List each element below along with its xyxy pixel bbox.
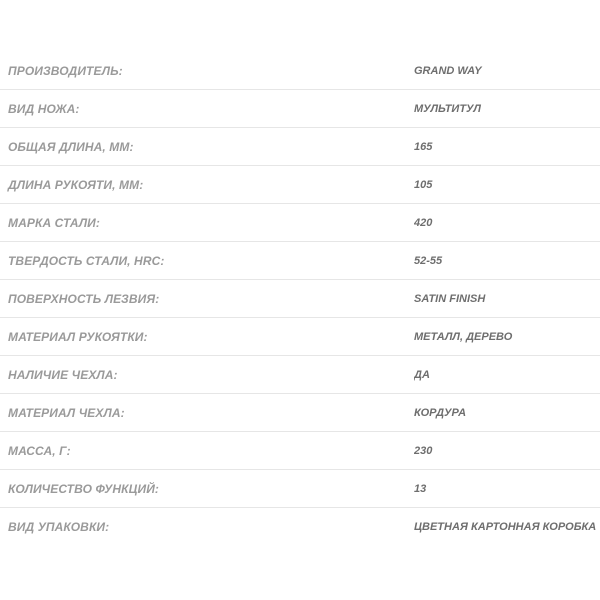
spec-value: 165: [414, 140, 433, 153]
spec-label: ВИД НОЖА:: [8, 101, 80, 116]
spec-row-blade-finish: [0, 280, 600, 318]
spec-row-total-length: [0, 128, 600, 166]
spec-row-handle-material: [0, 318, 600, 356]
spec-row-weight: [0, 432, 600, 470]
spec-row-handle-length: [0, 166, 600, 204]
spec-row-packaging: [0, 508, 600, 546]
spec-value: 52-55: [414, 254, 443, 267]
spec-value: КОРДУРА: [414, 406, 467, 419]
spec-row-sheath-included: [0, 356, 600, 394]
spec-value: 13: [414, 482, 427, 495]
spec-label: МАТЕРИАЛ РУКОЯТКИ:: [8, 329, 148, 344]
spec-value: 230: [414, 444, 433, 457]
spec-value: 105: [414, 178, 433, 191]
spec-label: ДЛИНА РУКОЯТИ, ММ:: [8, 177, 144, 192]
spec-label: ТВЕРДОСТЬ СТАЛИ, HRC:: [8, 253, 165, 268]
spec-value: SATIN FINISH: [414, 292, 486, 305]
spec-value: ДА: [414, 368, 430, 381]
spec-value: МУЛЬТИТУЛ: [414, 102, 481, 115]
spec-value: 420: [414, 216, 433, 229]
spec-value: GRAND WAY: [414, 64, 482, 77]
spec-row-sheath-material: [0, 394, 600, 432]
spec-label: МАССА, Г:: [8, 443, 71, 458]
spec-row-knife-type: [0, 90, 600, 128]
spec-value: ЦВЕТНАЯ КАРТОННАЯ КОРОБКА: [414, 521, 597, 533]
spec-row-steel-grade: [0, 204, 600, 242]
spec-label: ВИД УПАКОВКИ:: [8, 520, 110, 534]
spec-label: ПРОИЗВОДИТЕЛЬ:: [8, 63, 123, 78]
spec-label: ПОВЕРХНОСТЬ ЛЕЗВИЯ:: [8, 291, 160, 306]
spec-label: КОЛИЧЕСТВО ФУНКЦИЙ:: [8, 481, 160, 496]
spec-value: МЕТАЛЛ, ДЕРЕВО: [414, 330, 513, 343]
spec-label: МАТЕРИАЛ ЧЕХЛА:: [8, 405, 125, 420]
spec-label: НАЛИЧИЕ ЧЕХЛА:: [8, 367, 118, 382]
spec-row-steel-hardness: [0, 242, 600, 280]
spec-label: МАРКА СТАЛИ:: [8, 215, 101, 230]
spec-row-manufacturer: [0, 52, 600, 90]
specs-table: [0, 52, 600, 546]
spec-row-functions-count: [0, 470, 600, 508]
spec-label: ОБЩАЯ ДЛИНА, ММ:: [8, 139, 134, 154]
